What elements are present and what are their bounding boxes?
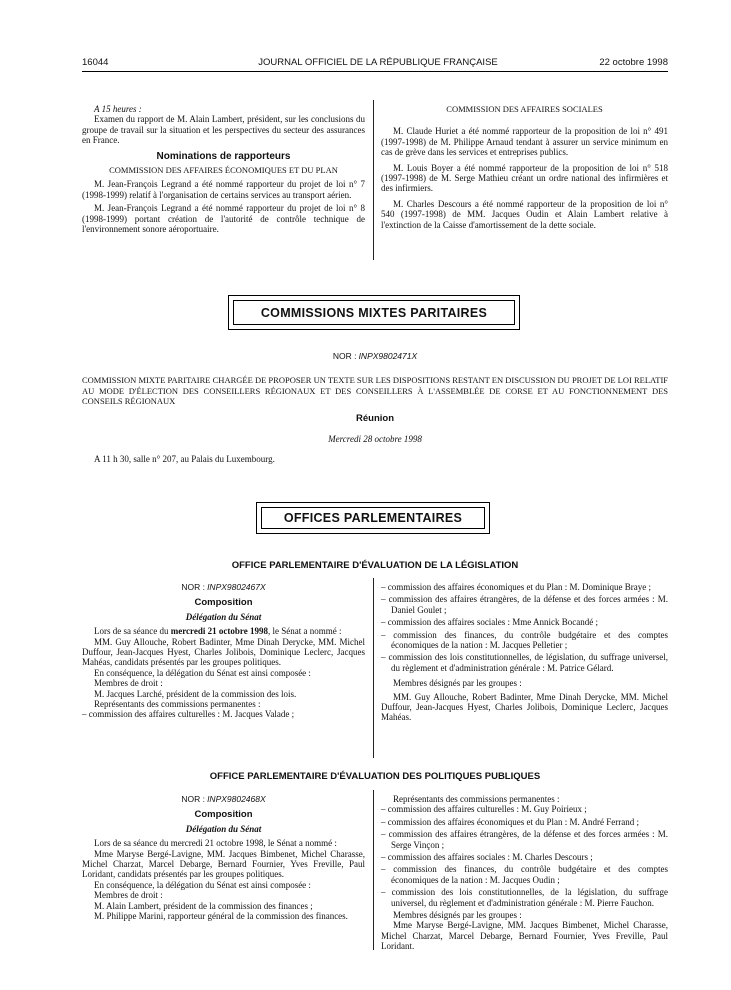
groups-members: MM. Guy Allouche, Robert Badinter, Mme Dinah Derycke, MM. Michel Duffour, Jean-Jacques Hyest, Charles Jolibois, Dominique Leclerc, Jacques Mahéas. bbox=[381, 691, 668, 723]
list-item: – commission des finances, du contrôle budgétaire et des comptes économiques de la nation : M. Jacques Oudin ; bbox=[381, 864, 668, 885]
reunion-date: Mercredi 28 octobre 1998 bbox=[328, 434, 422, 444]
politiques-left-column bbox=[82, 794, 365, 921]
commission-sociales-title: COMMISSION DES AFFAIRES SOCIALES bbox=[446, 104, 603, 114]
groups-label: Membres désignés par les groupes : bbox=[393, 910, 522, 921]
commission-list bbox=[381, 582, 668, 673]
cmp-heading: COMMISSION MIXTE PARITAIRE CHARGÉE DE PROPOSER UN TEXTE SUR LES DISPOSITIONS RESTANT EN DISCUSSION DU PROJET DE LOI RELATIF AU MODE D'ÉLECTION DES CONSEILLERS RÉGIONAUX ET DES CONSEILLERS À L'ASSEMBLÉE DE CORSE ET AU FONCTIONNEMENT DES CONSEILS RÉGIONAUX bbox=[82, 375, 668, 407]
list-item: – commission des affaires étrangères, de la défense et des forces armées : M. Daniel Goulet ; bbox=[381, 594, 668, 615]
nominations-title: Nominations de rapporteurs bbox=[156, 150, 291, 162]
nor-code: INPX9802467X bbox=[207, 582, 266, 592]
delegation-title: Délégation du Sénat bbox=[185, 611, 262, 622]
section-box-title: OFFICES PARLEMENTAIRES bbox=[261, 507, 485, 529]
composition-title: Composition bbox=[194, 809, 253, 821]
membre-droit: M. Philippe Marini, rapporteur général de la commission des finances. bbox=[94, 911, 348, 922]
section-box-title: COMMISSIONS MIXTES PARITAIRES bbox=[233, 300, 515, 325]
top-left-column bbox=[82, 104, 365, 234]
politiques-right-column bbox=[381, 794, 668, 952]
column-rule bbox=[373, 790, 374, 950]
representants-label: Représentants des commissions permanentes : bbox=[94, 699, 261, 710]
composition-paragraph: En conséquence, la délégation du Sénat est ainsi composée : bbox=[94, 879, 311, 890]
exam-paragraph: Examen du rapport de M. Alain Lambert, président, sur les conclusions du groupe de travail sur la situation et les perspectives du secteur des assurances en France. bbox=[82, 114, 365, 146]
nor-label: NOR : bbox=[181, 582, 205, 592]
nomination-paragraph: M. Claude Huriet a été nommé rapporteur de la proposition de loi n° 491 (1997-1998) de M. Philippe Arnaud tendant à assurer un service minimum en cas de grève dans les services et entreprises publics. bbox=[381, 126, 668, 158]
nor-code: INPX9802468X bbox=[207, 794, 266, 804]
list-item: – commission des affaires économiques et du Plan : M. André Ferrand ; bbox=[381, 817, 668, 827]
list-item: – commission des affaires sociales : Mme Annick Bocandé ; bbox=[381, 617, 668, 627]
list-item: – commission des affaires culturelles : M. Guy Poirieux ; bbox=[381, 804, 668, 814]
seance-paragraph: Lors de sa séance du mercredi 21 octobre 1998, le Sénat a nommé : bbox=[94, 626, 342, 637]
commission-list bbox=[82, 709, 365, 719]
groups-label: Membres désignés par les groupes : bbox=[393, 678, 522, 689]
journal-title: JOURNAL OFFICIEL DE LA RÉPUBLIQUE FRANÇAISE bbox=[258, 57, 498, 68]
column-rule bbox=[373, 578, 374, 758]
nor-line bbox=[82, 351, 668, 361]
delegation-title: Délégation du Sénat bbox=[185, 823, 262, 834]
membres-droit-label: Membres de droit : bbox=[94, 678, 163, 689]
groups-members: Mme Maryse Bergé-Lavigne, MM. Jacques Bimbenet, Michel Charasse, Michel Charzat, Marcel Debarge, Bernard Fournier, Yves Freville, Paul Loridant. bbox=[381, 920, 668, 952]
commission-eco-title: COMMISSION DES AFFAIRES ÉCONOMIQUES ET DU PLAN bbox=[109, 165, 338, 176]
list-item: – commission des affaires économiques et du Plan : M. Dominique Braye ; bbox=[381, 582, 668, 592]
list-item: – commission des affaires étrangères, de la défense et des forces armées : M. Serge Vinçon ; bbox=[381, 829, 668, 850]
membre-droit: M. Jacques Larché, président de la commission des lois. bbox=[94, 688, 297, 699]
session-time: A 15 heures : bbox=[94, 104, 142, 114]
header-date: 22 octobre 1998 bbox=[599, 57, 668, 68]
column-rule bbox=[373, 100, 374, 260]
list-item: – commission des lois constitutionnelles, de la législation, du suffrage universel, du règlement et d'administration générale : M. Pierre Fauchon. bbox=[381, 887, 668, 908]
section-box bbox=[256, 502, 490, 534]
membre-droit: M. Alain Lambert, président de la commission des finances ; bbox=[94, 900, 313, 911]
commission-list bbox=[381, 804, 668, 908]
header-rule bbox=[82, 71, 668, 72]
page-number: 16044 bbox=[82, 57, 109, 68]
composition-paragraph: En conséquence, la délégation du Sénat est ainsi composée : bbox=[94, 667, 311, 678]
nomination-paragraph: M. Charles Descours a été nommé rapporteur de la proposition de loi n° 540 (1997-1998) de MM. Jacques Oudin et Alain Lambert relative à l'extinction de la Caisse d'amortissement de la dette sociale. bbox=[381, 198, 668, 230]
seance-paragraph: Lors de sa séance du mercredi 21 octobre 1998, le Sénat a nommé : bbox=[94, 838, 337, 849]
representants-label: Représentants des commissions permanentes : bbox=[393, 794, 560, 804]
list-item: – commission des affaires culturelles : M. Jacques Valade ; bbox=[82, 709, 365, 719]
nor-line bbox=[82, 794, 365, 804]
legislation-right-column bbox=[381, 582, 668, 723]
nomination-paragraph: M. Jean-François Legrand a été nommé rapporteur du projet de loi n° 8 (1998-1999) portant création de l'autorité de contrôle technique de l'environnement sonore aéroportuaire. bbox=[82, 203, 365, 235]
nomination-paragraph: M. Louis Boyer a été nommé rapporteur de la proposition de loi n° 518 (1997-1998) de M. Serge Mathieu créant un ordre national des infirmières et des infirmiers. bbox=[381, 162, 668, 194]
nomination-paragraph: M. Jean-François Legrand a été nommé rapporteur du projet de loi n° 7 (1998-1999) relatif à l'organisation de certains services au transport aérien. bbox=[82, 179, 365, 200]
nor-label: NOR : bbox=[332, 351, 357, 361]
list-item: – commission des lois constitutionnelles, de législation, du suffrage universel, du règlement et d'administration générale : M. Patrice Gélard. bbox=[381, 652, 668, 673]
candidates-paragraph: MM. Guy Allouche, Robert Badinter, Mme Dinah Derycke, MM. Michel Duffour, Jean-Jacques Hyest, Charles Jolibois, Dominique Leclerc, Jacques Mahéas, candidats présentés par les groupes politiques. bbox=[82, 636, 365, 668]
list-item: – commission des finances, du contrôle budgétaire et des comptes économiques de la nation : M. Jacques Pelletier ; bbox=[381, 630, 668, 651]
section-box bbox=[228, 295, 520, 330]
reunion-place: A 11 h 30, salle n° 207, au Palais du Luxembourg. bbox=[94, 454, 275, 464]
candidates-paragraph: Mme Maryse Bergé-Lavigne, MM. Jacques Bimbenet, Michel Charasse, Michel Charzat, Marcel Debarge, Bernard Fournier, Yves Freville, Paul Loridant, candidats présentés par les groupes politiques. bbox=[82, 848, 365, 880]
list-item: – commission des affaires sociales : M. Charles Descours ; bbox=[381, 852, 668, 862]
composition-title: Composition bbox=[194, 597, 253, 609]
membres-droit-label: Membres de droit : bbox=[94, 890, 163, 901]
nor-code: INPX9802471X bbox=[358, 351, 418, 361]
nor-label: NOR : bbox=[181, 794, 205, 804]
top-right-column bbox=[381, 104, 668, 230]
legislation-left-column bbox=[82, 582, 365, 722]
nor-line bbox=[82, 582, 365, 592]
reunion-title: Réunion bbox=[356, 413, 394, 424]
office-title: OFFICE PARLEMENTAIRE D'ÉVALUATION DES POLITIQUES PUBLIQUES bbox=[209, 771, 541, 782]
office-title: OFFICE PARLEMENTAIRE D'ÉVALUATION DE LA LÉGISLATION bbox=[231, 560, 519, 571]
